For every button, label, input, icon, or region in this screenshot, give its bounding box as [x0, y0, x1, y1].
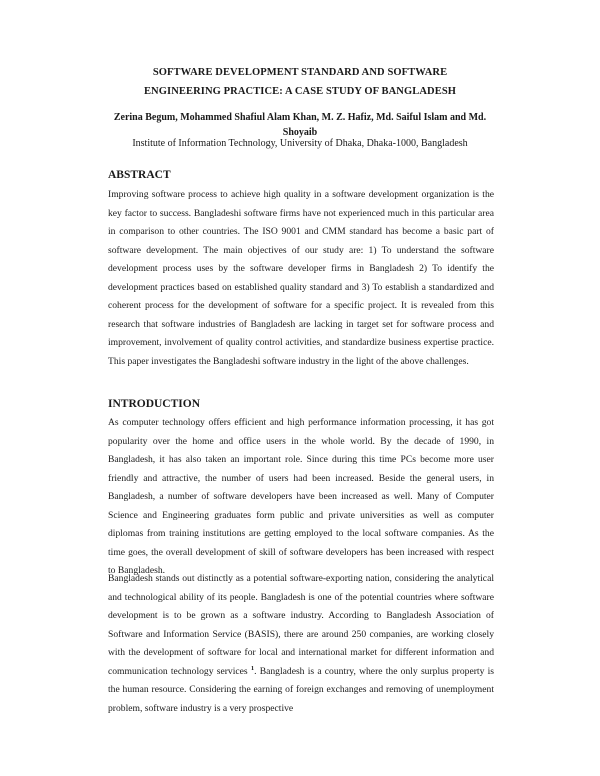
paper-title-line-1: SOFTWARE DEVELOPMENT STANDARD AND SOFTWARE: [152, 67, 448, 78]
abstract-text: Improving software process to achieve high quality in a software development organization is the key factor to success. Bangladeshi software firms have not experienced much in this particular area in comparison to other countries. The ISO 9001 and CMM standard has become a basic part of software development. The main objectives of our study are: 1) To understand the software development process uses by the software developer firms in Bangladesh 2) To identify the development practices based on established quality standard and 3) To establish a standardized and coherent process for the development of software for a specific project. It is revealed from this research that software industries of Bangladesh are lacking in target set for software process and improvement, involvement of quality control activities, and standardize business expertise practice. This paper investigates the Bangladeshi software industry in the light of the above challenges.: [108, 189, 494, 367]
introduction-paragraph-2: [108, 570, 494, 718]
introduction-paragraph-2-part-1: Bangladesh stands out distinctly as a potential software-exporting nation, considering the analytical and technological ability of its people. Bangladesh is one of the potential countries where software development is to be grown as a software industry. According to Bangladesh Association of Software and Information Service (BASIS), there are around 250 companies, are working closely with the development of software for local and international market for different information and communication technology services: [108, 573, 494, 677]
abstract-heading: ABSTRACT: [108, 169, 171, 181]
paper-authors: Zerina Begum, Mohammed Shafiul Alam Khan, M. Z. Hafiz, Md. Saiful Islam and Md. Shoyaib: [113, 112, 487, 138]
introduction-heading: INTRODUCTION: [108, 398, 201, 410]
paper-title-line-2: ENGINEERING PRACTICE: A CASE STUDY OF BANGLADESH: [143, 86, 457, 97]
reference-marker: 1: [250, 664, 255, 672]
paper-affiliation: Institute of Information Technology, University of Dhaka, Dhaka-1000, Bangladesh: [132, 138, 468, 149]
introduction-paragraph-2-part-2: . Bangladesh is a country, where the only surplus property is the human resource. Considering the earning of foreign exchanges and removing of unemployment problem, software industry is a very prospective: [108, 665, 494, 714]
introduction-paragraph-1: As computer technology offers efficient and high performance information processing, it has got popularity over the home and office users in the whole world. By the decade of 1990, in Bangladesh, it has also taken an important role. Since during this time PCs become more user friendly and attractive, the number of users had been increased. Beside the general users, in Bangladesh, a number of software developers have been increased as well. Many of Computer Science and Engineering graduates form public and private universities as well as computer diplomas from training institutions are getting employed to the local software companies. As the time goes, the overall development of skill of software developers has been increased with respect to Bangladesh.: [108, 417, 494, 576]
